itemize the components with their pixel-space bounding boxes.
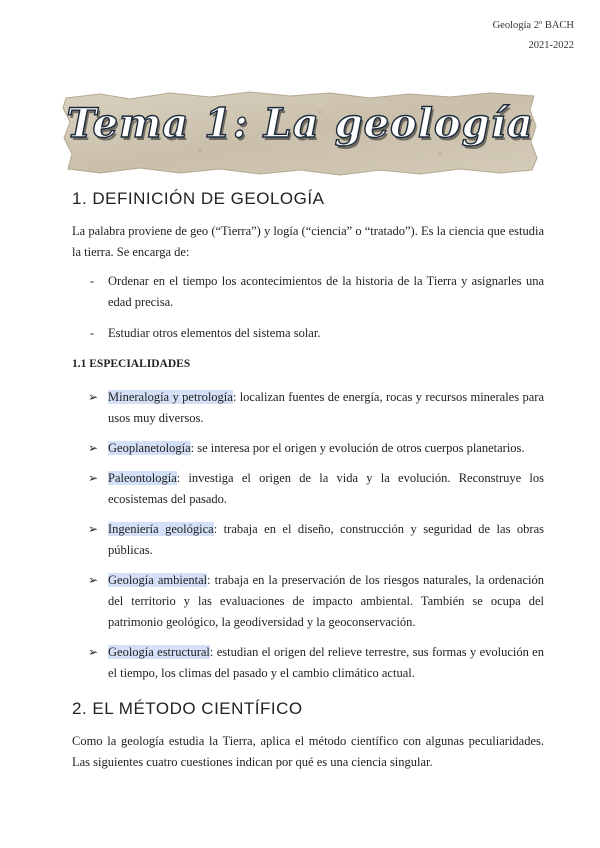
specialty-term: Paleontología <box>108 471 177 485</box>
dash-marker: - <box>90 326 95 340</box>
specialty-desc: : localizan fuentes de energía, rocas y recursos minerales para usos muy diversos. <box>108 390 544 425</box>
list-item <box>88 438 544 459</box>
arrow-bullet-icon: ➢ <box>88 471 99 485</box>
specialty-term: Geoplanetología <box>108 441 191 455</box>
subsection-heading-especialidades: 1.1 ESPECIALIDADES <box>72 358 191 370</box>
definition-paragraph: La palabra proviene de geo (“Tierra”) y logía (“ciencia” o “tratado”). Es la ciencia que estudia la tierra. Se encarga de: <box>72 224 544 259</box>
specialty-term: Geología ambiental <box>108 573 208 587</box>
arrow-bullet-icon: ➢ <box>88 645 99 659</box>
specialties-list <box>72 387 544 684</box>
dash-marker: - <box>90 274 95 288</box>
list-item <box>88 468 544 510</box>
section-heading-definicion: 1. DEFINICIÓN DE GEOLOGÍA <box>72 189 325 208</box>
course-label: Geología 2º BACH <box>492 20 574 31</box>
arrow-bullet-icon: ➢ <box>88 522 99 536</box>
title-banner <box>60 90 540 176</box>
document-title: Tema 1: La geología <box>66 100 534 147</box>
list-item <box>88 570 544 633</box>
list-item <box>88 519 544 561</box>
arrow-bullet-icon: ➢ <box>88 441 99 455</box>
list-item: - Ordenar en el tiempo los acontecimientos de la historia de la Tierra y asignarles una edad precisa. <box>108 271 544 313</box>
method-paragraph: Como la geología estudia la Tierra, aplica el método científico con algunas peculiaridades. Las siguientes cuatro cuestiones indican por qué es una ciencia singular. <box>72 734 544 769</box>
list-item <box>88 642 544 684</box>
specialty-desc: : investiga el origen de la vida y la evolución. Reconstruye los ecosistemas del pasado. <box>108 471 544 506</box>
year-label: 2021-2022 <box>528 40 574 51</box>
arrow-bullet-icon: ➢ <box>88 390 99 404</box>
specialty-desc: : estudian el origen del relieve terrestre, sus formas y evolución en el tiempo, los climas del pasado y el cambio climático actual. <box>108 645 544 680</box>
list-item <box>88 387 544 429</box>
document-body <box>72 188 544 773</box>
specialty-desc: : trabaja en el diseño, construcción y seguridad de las obras públicas. <box>108 522 544 557</box>
tasks-list <box>72 271 544 344</box>
specialty-desc: : trabaja en la preservación de los riesgos naturales, la ordenación del territorio y las evaluaciones de impacto ambiental. También se ocupa del patrimonio geológico, la geodiversidad y la geoconservación. <box>108 573 544 629</box>
specialty-desc: : se interesa por el origen y evolución de otros cuerpos planetarios. <box>190 441 525 455</box>
document-header <box>493 16 574 56</box>
list-item: - Estudiar otros elementos del sistema solar. <box>108 323 544 344</box>
arrow-bullet-icon: ➢ <box>88 573 99 587</box>
specialty-term: Mineralogía y petrología <box>108 390 233 404</box>
specialty-term: Geología estructural <box>108 645 210 659</box>
specialty-term: Ingeniería geológica <box>108 522 214 536</box>
section-heading-metodo: 2. EL MÉTODO CIENTÍFICO <box>72 699 303 718</box>
